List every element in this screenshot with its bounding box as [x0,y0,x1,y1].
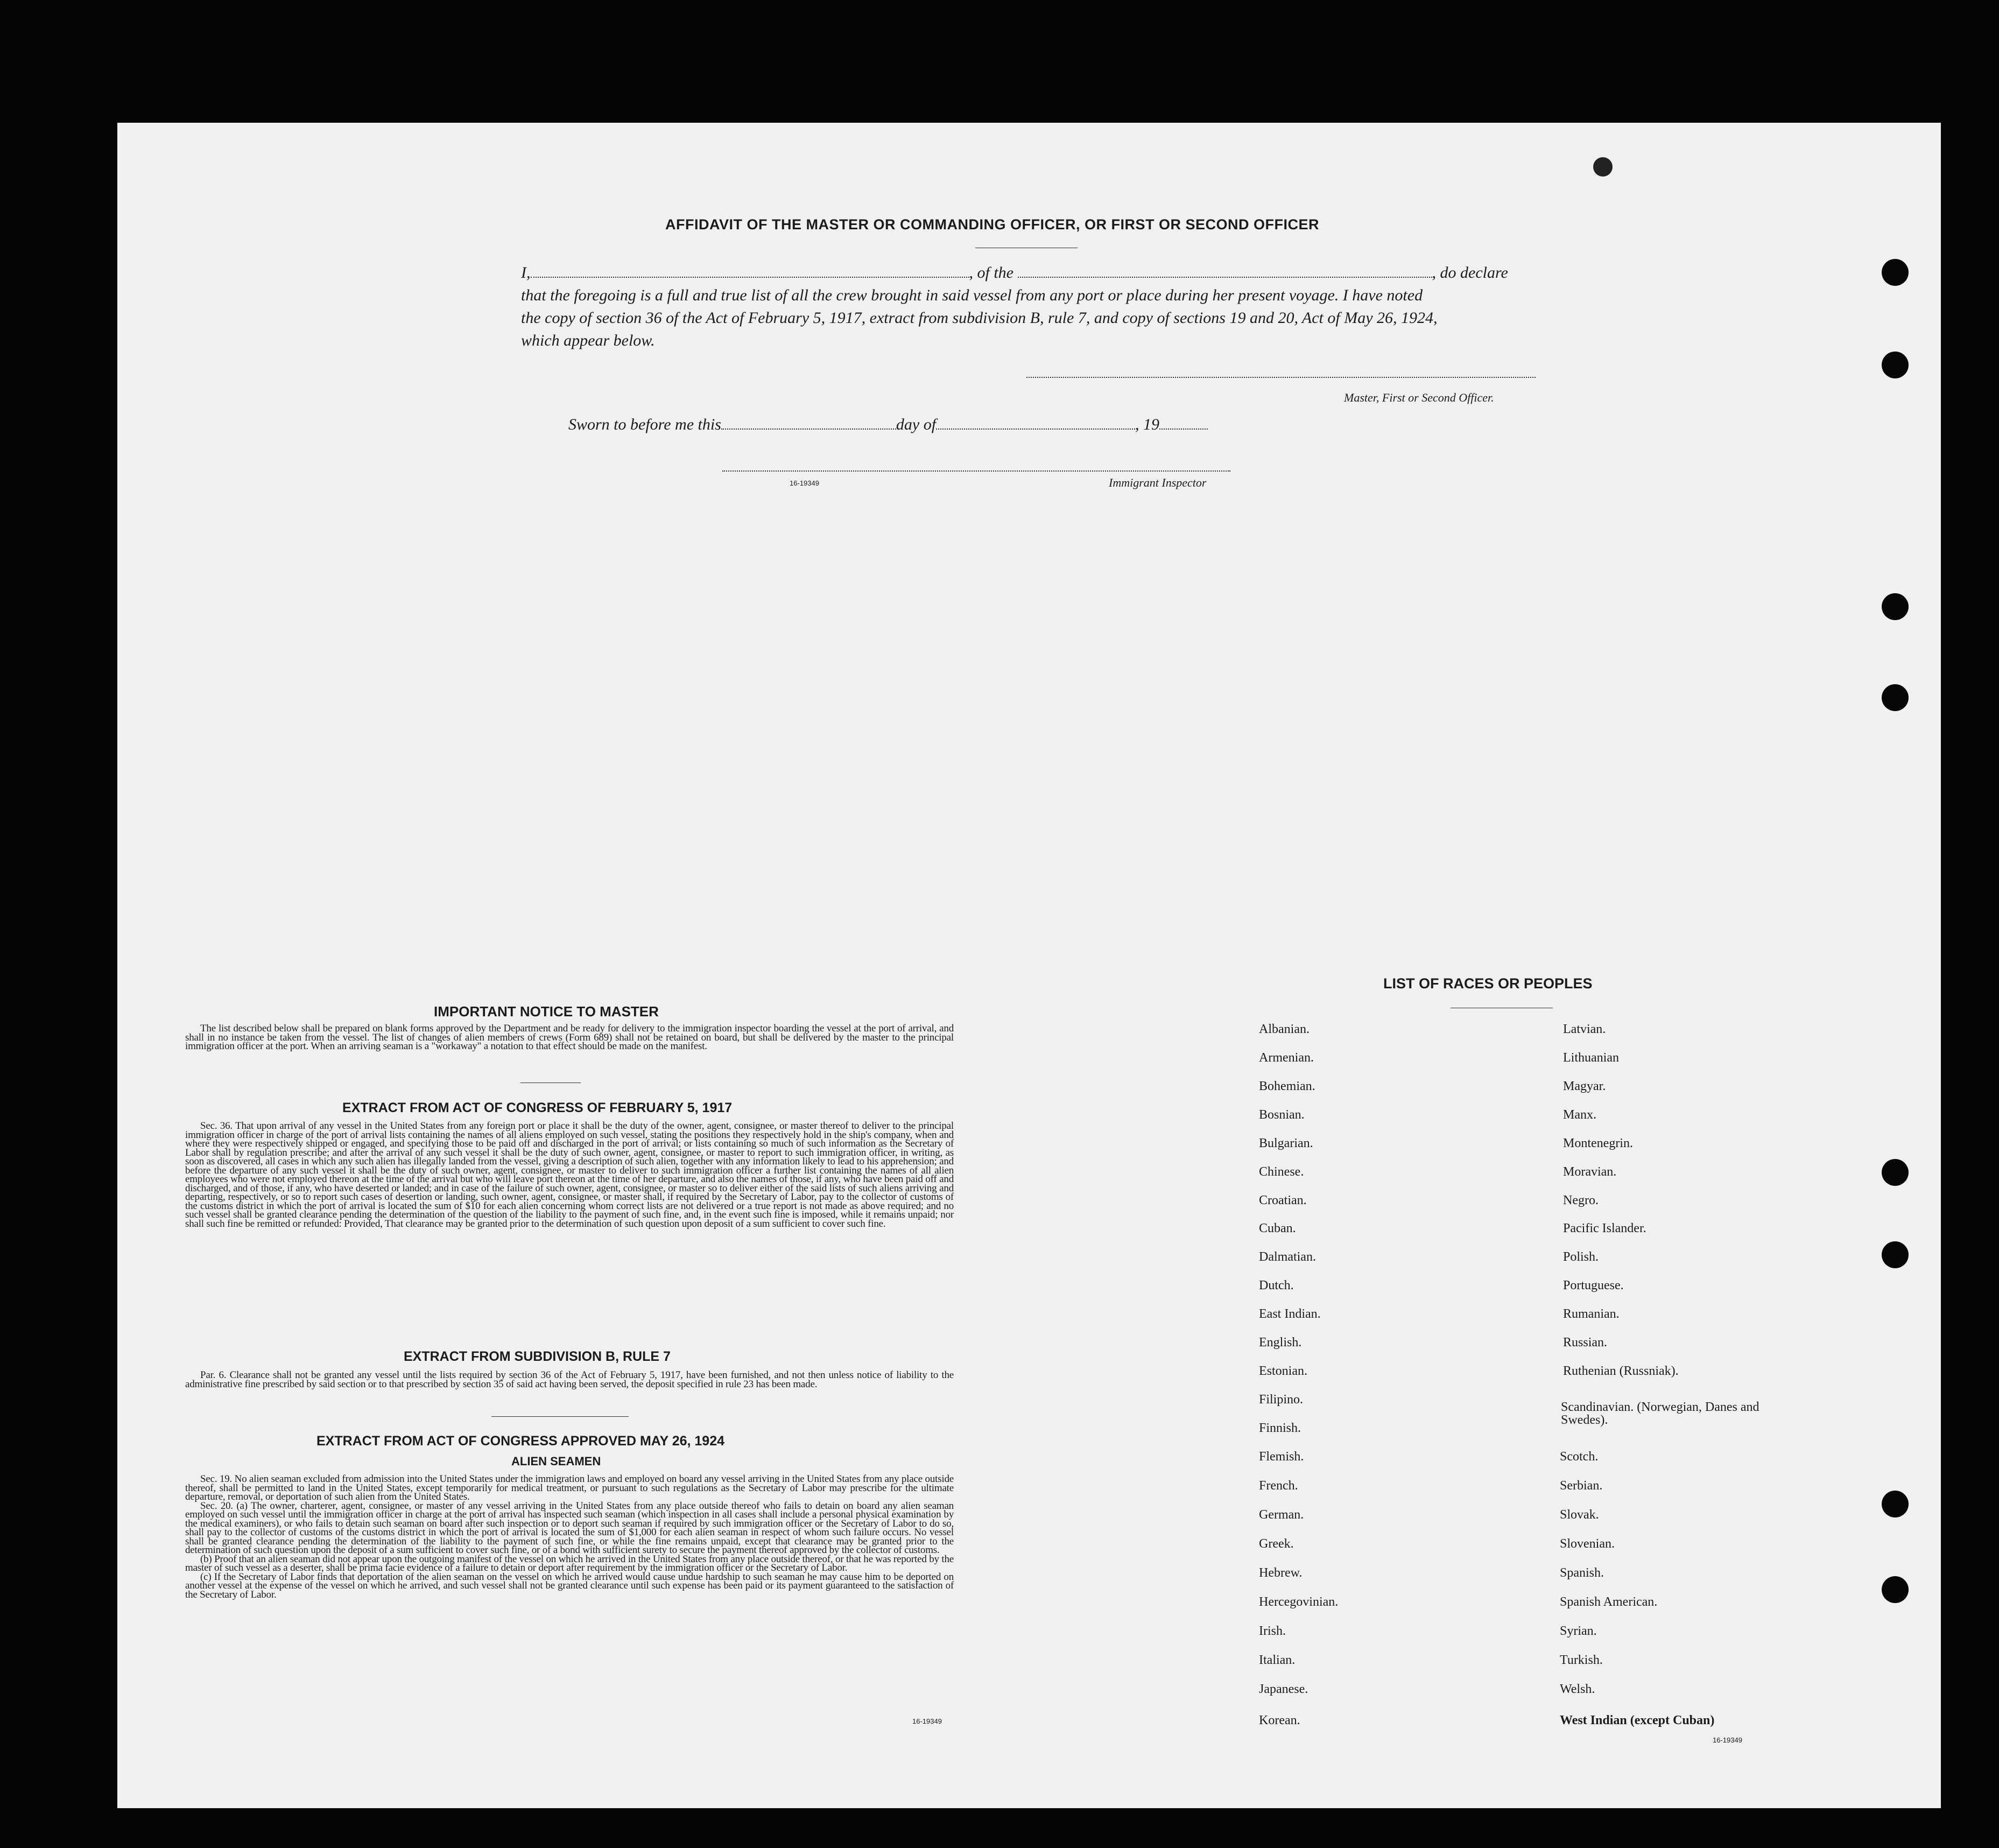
sworn-prefix: Sworn to before me this [568,416,721,433]
race-item: Slovak. [1560,1508,1599,1522]
declare-label: , do declare [1432,264,1508,282]
race-item: Portuguese. [1563,1278,1624,1292]
race-item: Hercegovinian. [1259,1595,1339,1609]
race-item: Bulgarian. [1259,1136,1313,1150]
race-item: Pacific Islander. [1563,1221,1646,1235]
inspector-signature-line[interactable] [722,470,1230,472]
race-item: Latvian. [1563,1022,1606,1036]
punch-hole [1882,1159,1909,1186]
race-item: Spanish American. [1560,1595,1658,1609]
extract-1917-paragraph: Sec. 36. That upon arrival of any vessel in the United States from any foreign port or place it shall be the duty of the owner, agent, consignee, or master thereof to deliver to the principal immigration officer in charge of the port of arrival lists containing the names of all aliens employed on such vessel, stating the positions they respectively hold in the ship's company, when and where they were respectively shipped or engaged, and specifying those to be paid off and discharged in the port of arrival; or lists containing so much of such information as the Secretary of Labor shall by regulation prescribe; and after the arrival of any such vessel it shall be the duty of such owner, agent, consignee, or master to report to such immigration officer, in writing, as soon as discovered, all cases in which any such alien has illegally landed from the vessel, giving a description of such alien, together with any information likely to lead to his apprehension; and before the departure of any such vessel it shall be the duty of such owner, agent, consignee, or master to deliver to such immigration officer a further list containing the names of all alien employees who were not employed thereon at the time of the arrival but who will leave port thereon at the time of her departure, and also the names of those, if any, who have been paid off and discharged, and of those, if any, who have deserted or landed; and in case of the failure of such owner, agent, consignee, or master so to deliver either of the said lists of such aliens arriving and departing, respectively, or so to report such cases of desertion or landing, such owner, agent, consignee, or master shall, if required by the Secretary of Labor, pay to the collector of customs of the customs district in which the port of arrival is located the sum of $10 for each alien concerning whom correct lists are not delivered or a true report is not made as above required; and no such vessel shall be granted clearance pending the determination of the question of the liability to the payment of such fine, and, in the event such fine is imposed, while it remains unpaid; nor shall such fine be remitted or refunded: Provided, That clearance may be granted prior to the determination of such question upon deposit of a sum sufficient to cover such fine. [185,1120,954,1229]
race-item: Hebrew. [1259,1566,1303,1580]
race-item: Chinese. [1259,1165,1304,1179]
race-item: Negro. [1563,1193,1599,1207]
race-item: Finnish. [1259,1421,1301,1435]
race-item: Bosnian. [1259,1108,1305,1122]
race-item: Slovenian. [1560,1537,1615,1551]
race-item: Magyar. [1563,1079,1606,1093]
race-item: Russian. [1563,1336,1608,1350]
race-item: Spanish. [1560,1566,1604,1580]
race-item: Cuban. [1259,1221,1296,1235]
race-item: West Indian (except Cuban) [1560,1713,1715,1727]
race-item: German. [1259,1508,1304,1522]
affidavit-line-3: the copy of section 36 of the Act of February 5, 1917, extract from subdivision B, rule 7, and copy of sections 19 and 20, Act of May 26, 1924, [521,309,1438,327]
race-item: Syrian. [1560,1624,1597,1638]
race-item: Welsh. [1560,1682,1595,1696]
race-item: Dutch. [1259,1278,1294,1292]
race-item: Dalmatian. [1259,1250,1316,1264]
race-item: Greek. [1259,1537,1294,1551]
ink-blot [1593,157,1613,177]
sec20b-paragraph: (b) Proof that an alien seaman did not appear upon the outgoing manifest of the vessel on which he arrived in the United States from any place outside thereof, or that he was reported by the master of such vessel as a deserter, shall be prima facie evidence of a failure to detain or deport after requirement by the immigration officer or the Secretary of Labor. [185,1553,954,1573]
sworn-year-field[interactable] [1159,428,1208,430]
race-item: Serbian. [1560,1479,1603,1493]
race-item: Rumanian. [1563,1307,1620,1321]
race-item: Montenegrin. [1563,1136,1633,1150]
sworn-day-field[interactable] [721,428,896,430]
extract-1917-text [185,1122,954,1228]
affidavit-line-1 [521,262,1536,284]
punch-hole [1882,259,1909,286]
declarant-prefix: I, [521,264,531,282]
sworn-line [568,416,1208,434]
punch-hole [1882,593,1909,620]
race-item: Filipino. [1259,1393,1304,1407]
sworn-month-field[interactable] [936,428,1135,430]
race-item: Italian. [1259,1653,1296,1667]
sworn-day-label: day of [896,416,937,433]
master-signature-label: Master, First or Second Officer. [1344,391,1494,404]
sworn-year-label: , 19 [1135,416,1160,433]
affidavit-line-4: which appear below. [521,332,655,349]
race-item: French. [1259,1479,1298,1493]
sec20a-paragraph: Sec. 20. (a) The owner, charterer, agent, consignee, or master of any vessel arriving in the United States from any place outside thereof who fails to detain on board any alien seaman employed on such vessel until the immigration officer in charge at the port of arrival has inspected such seaman (which inspection in all cases shall include a personal physical examination by the medical examiners), or who fails to detain such seaman on board after such inspection or to deport such seaman if required by such immigration officer or the Secretary of Labor to do so, shall pay to the collector of customs of the customs district in which the port of arrival is located the sum of $1,000 for each alien seaman in respect of whom such failure occurs. No vessel shall be granted clearance pending the determination of the liability to the payment of such fine, or while the fine remains unpaid, except that clearance may be granted prior to the determination of such question upon the deposit of a sum sufficient to cover such fine, or of a bond with sufficient surety to secure the payment thereof approved by the collector of customs. [185,1500,954,1556]
races-title: LIST OF RACES OR PEOPLES [1383,975,1593,992]
punch-hole [1882,1241,1909,1268]
of-the-label: , of the [969,264,1013,282]
race-item: Manx. [1563,1108,1596,1122]
race-item: Turkish. [1560,1653,1603,1667]
notice-text [185,1024,954,1051]
notice-title: IMPORTANT NOTICE TO MASTER [434,1003,659,1020]
vessel-name-field[interactable] [1018,277,1432,278]
race-item: Flemish. [1259,1450,1304,1464]
race-item: Polish. [1563,1250,1599,1264]
punch-hole [1882,684,1909,711]
divider [491,1416,629,1417]
race-item: Lithuanian [1563,1051,1619,1065]
declarant-name-field[interactable] [531,277,969,278]
race-item: Korean. [1259,1713,1300,1727]
punch-hole [1882,352,1909,378]
affidavit-form-number: 16-19349 [790,479,819,487]
sec20c-paragraph: (c) If the Secretary of Labor finds that deportation of the alien seaman on the vessel on which he arrived would cause undue hardship to such seaman he may cause him to be deported on another vessel at the expense of the vessel on which he arrived, and such vessel shall not be granted clearance until such expense has been paid or its payment guaranteed to the satisfaction of the Secretary of Labor. [185,1571,954,1600]
extract-form-number: 16-19349 [912,1717,942,1725]
affidavit-title: AFFIDAVIT OF THE MASTER OR COMMANDING OFFICER, OR FIRST OR SECOND OFFICER [665,216,1319,233]
rule7-title: EXTRACT FROM SUBDIVISION B, RULE 7 [404,1349,671,1364]
inspector-label: Immigrant Inspector [1109,476,1207,489]
race-item: Albanian. [1259,1022,1310,1036]
race-item: Estonian. [1259,1364,1307,1378]
affidavit-line-2: that the foregoing is a full and true list of all the crew brought in said vessel from any port or place during her present voyage. I have noted [521,286,1423,304]
punch-hole [1882,1491,1909,1517]
race-item: Japanese. [1259,1682,1308,1696]
extract-1924-title: EXTRACT FROM ACT OF CONGRESS APPROVED MAY 26, 1924 [316,1434,725,1449]
rule7-text [185,1371,954,1389]
alien-seamen-subtitle: ALIEN SEAMEN [511,1454,601,1468]
rule7-paragraph: Par. 6. Clearance shall not be granted any vessel until the lists required by section 36 of the Act of February 5, 1917, have been furnished, and not then unless notice of liability to the administrative fine prescribed by said section or to that prescribed by section 35 of said act having been served, the deposit specified in rule 23 has been made. [185,1369,954,1390]
race-item: Ruthenian (Russniak). [1563,1364,1679,1378]
race-item: Armenian. [1259,1051,1314,1065]
extract-1924-text [185,1475,954,1599]
race-item: Scandinavian. (Norwegian, Danes and Swedes). [1561,1400,1759,1427]
race-item: Irish. [1259,1624,1286,1638]
master-signature-field[interactable] [1026,377,1536,378]
races-form-number: 16-19349 [1713,1736,1742,1744]
race-item: Moravian. [1563,1165,1617,1179]
punch-hole [1882,1576,1909,1603]
extract-1917-title: EXTRACT FROM ACT OF CONGRESS OF FEBRUARY 5, 1917 [342,1100,733,1115]
sec19-paragraph: Sec. 19. No alien seaman excluded from admission into the United States under the immigration laws and employed on board any vessel arriving in the United States from any place outside thereof, shall be permitted to land in the United States, except temporarily for medical treatment, or pursuant to such regulations as the Secretary of Labor may prescribe for the ultimate departure, removal, or deportation of such alien from the United States. [185,1473,954,1502]
race-item: Bohemian. [1259,1079,1315,1093]
notice-paragraph: The list described below shall be prepared on blank forms approved by the Department and be ready for delivery to the immigration inspector boarding the vessel at the port of arrival, and shall in no instance be taken from the vessel. The list of changes of alien members of crews (Form 689) shall not be retained on board, but shall be delivered by the master to the principal immigration officer at the port. When an arriving seaman is a "workaway" a notation to that effect should be made on the manifest. [185,1023,954,1052]
race-item: Croatian. [1259,1193,1307,1207]
race-item: Scotch. [1560,1450,1599,1464]
race-item: East Indian. [1259,1307,1321,1321]
race-item: English. [1259,1336,1302,1350]
